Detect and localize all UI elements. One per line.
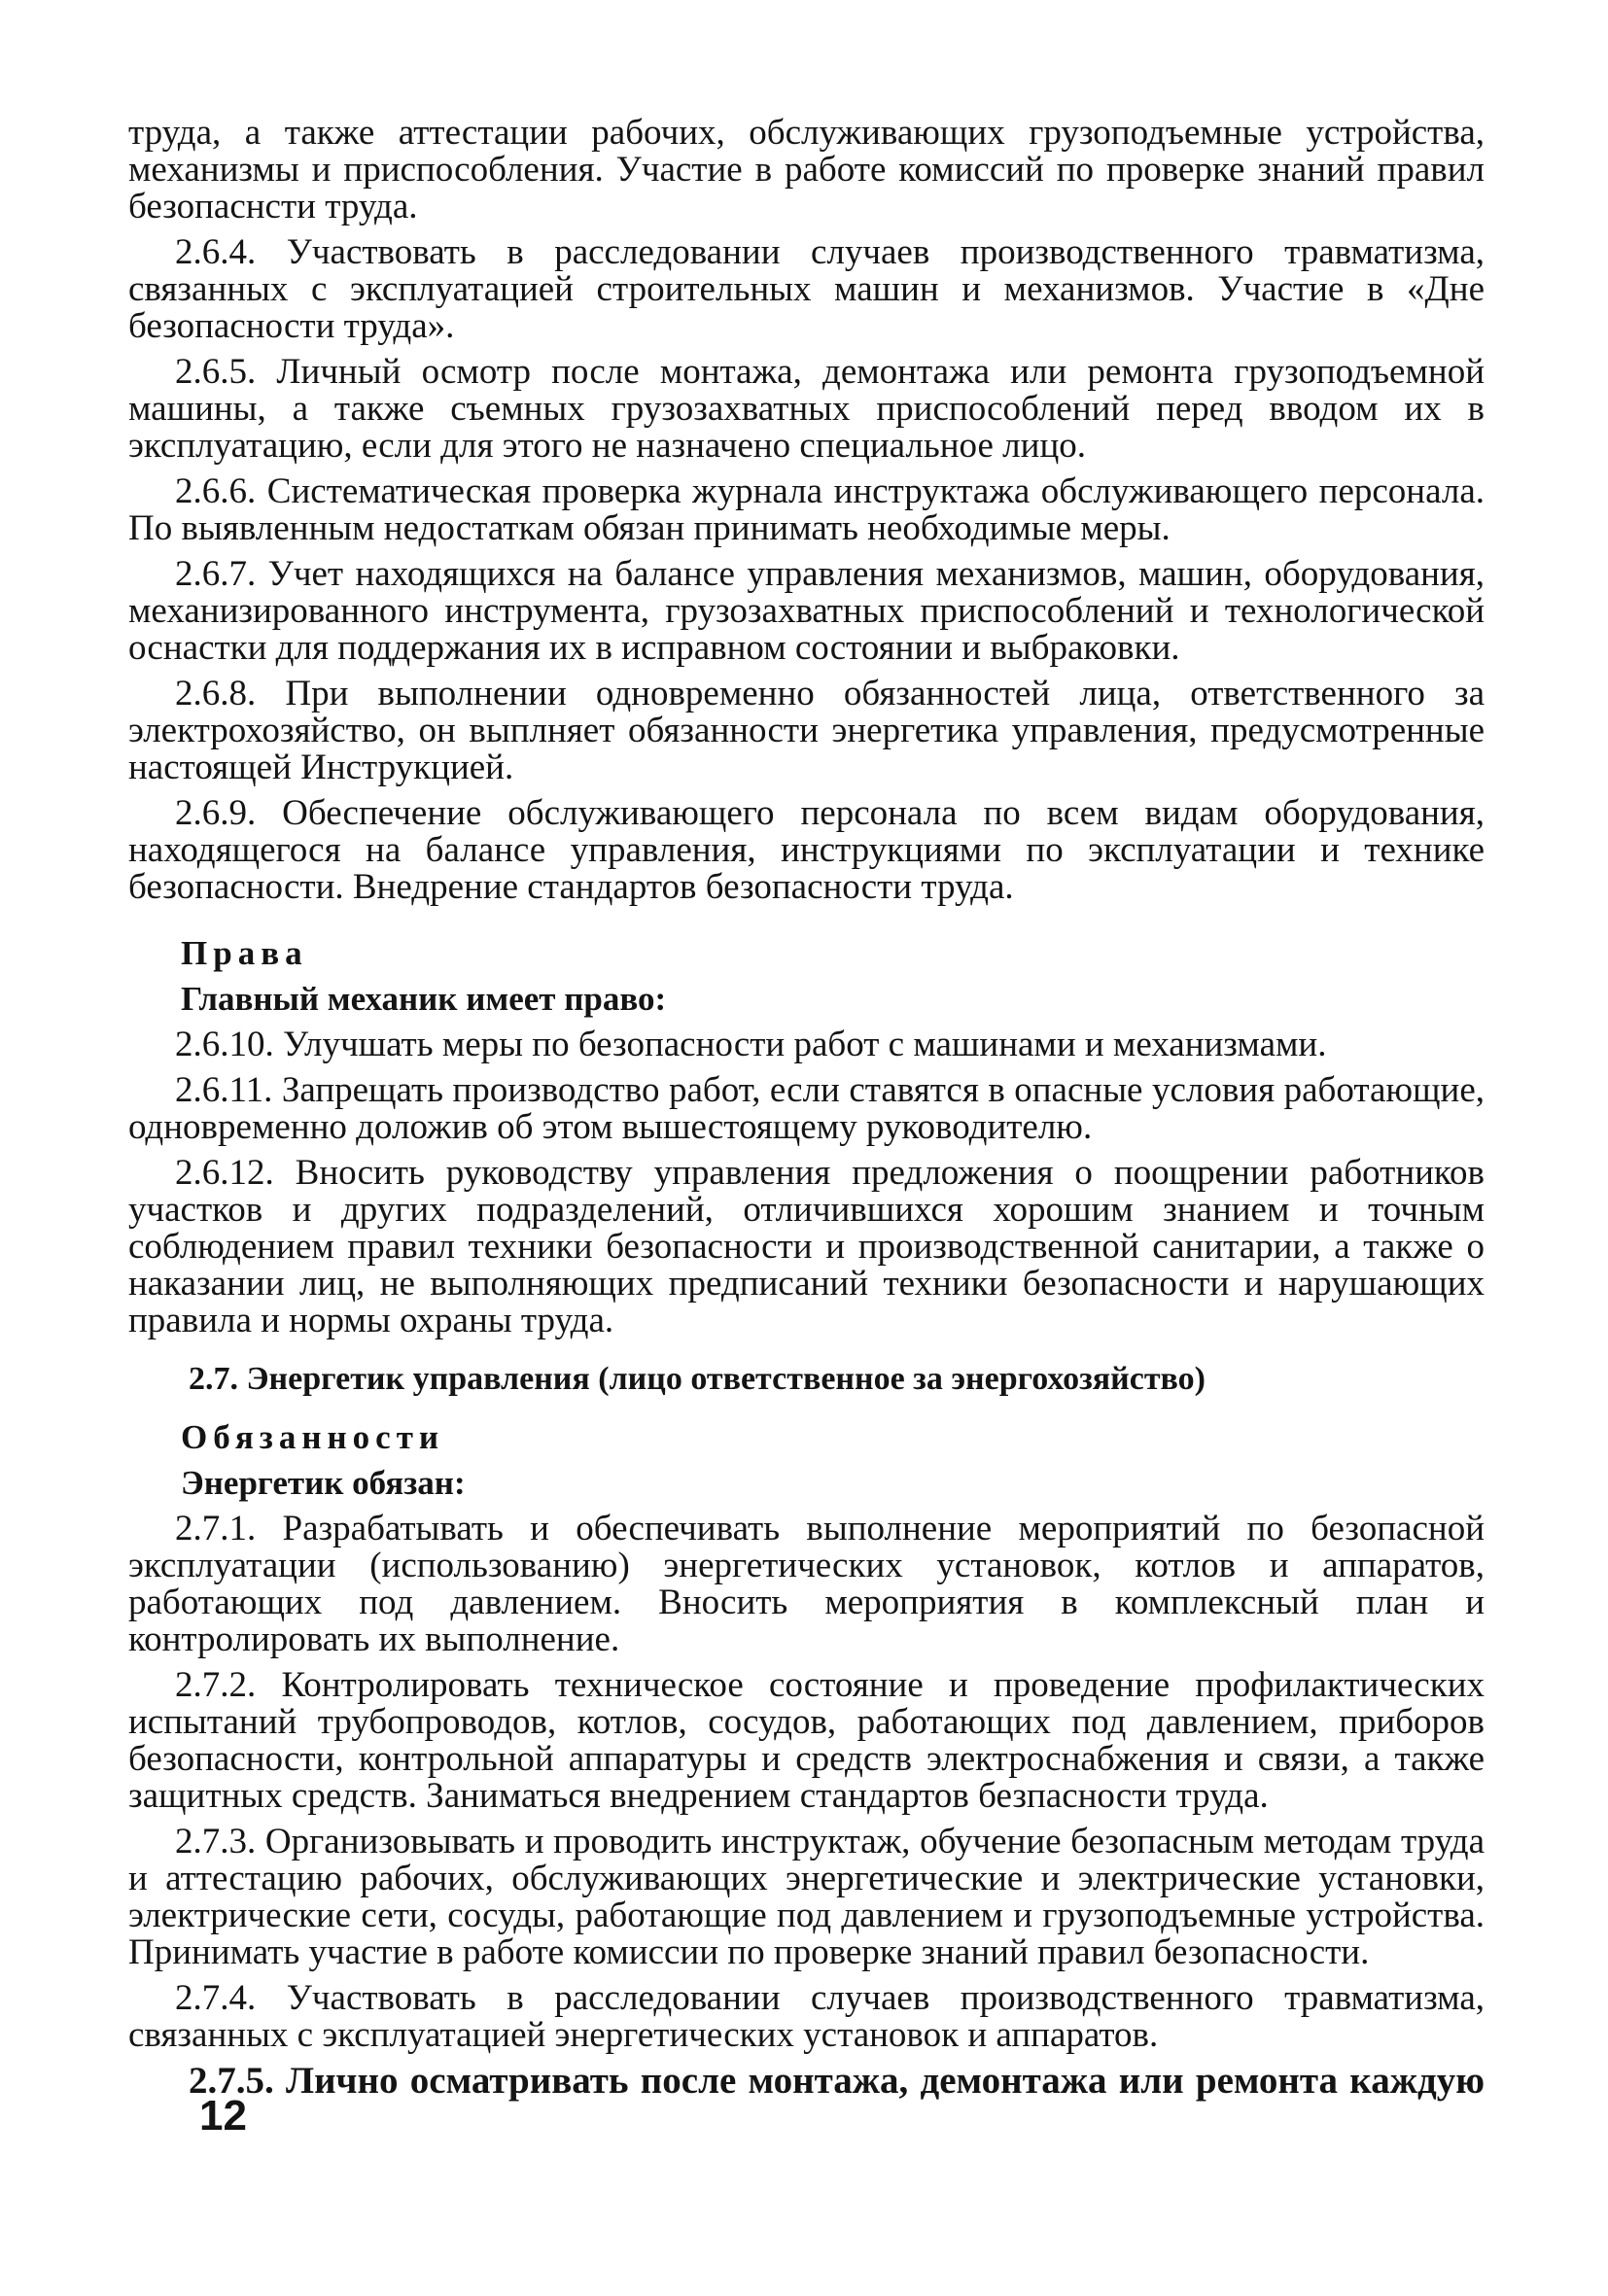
paragraph-2-6-5: 2.6.5. Личный осмотр после монтажа, демонтажа или ремонта грузоподъемной машины, а также съемных грузозахватных приспособлений перед вводом их в эксплуатацию, если для этого не назначено специальное лицо. (128, 352, 1485, 466)
paragraph-continuation: труда, а также аттестации рабочих, обслуживающих грузоподъемные устройства, механизмы и приспособления. Участие в работе комиссий по проверке знаний правил безопаснсти труда. (128, 113, 1485, 226)
document-page (128, 115, 1485, 2100)
paragraph-2-6-8: 2.6.8. При выполнении одновременно обязанностей лица, ответственного за электрохозяйство, он выплняет обязанности энергетика управления, предусмотренные настоящей Инструкцией. (128, 674, 1485, 787)
paragraph-2-7-4: 2.7.4. Участвовать в расследовании случаев производственного травматизма, связанных с эксплуатацией энергетических установок и аппаратов. (128, 1978, 1485, 2055)
page-number: 12 (199, 2092, 247, 2139)
heading-duties: Обязанности (181, 1418, 445, 1456)
paragraph-2-7-1: 2.7.1. Разрабатывать и обеспечивать выполнение мероприятий по безопасной эксплуатации (использованию) энергетических установок, котлов и аппаратов, работающих под давлением. Вносить мероприятия в комплексный план и контролировать их выполнение. (128, 1509, 1485, 1659)
section-title-2-7: 2.7. Энергетик управления (лицо ответственное за энергохозяйство) (189, 1361, 1206, 1397)
paragraph-2-6-12: 2.6.12. Вносить руководству управления предложения о поощрении работников участков и других подразделений, отличившихся хорошим знанием и точным соблюдением правил техники безопасности и производственной санитарии, а также о наказании лиц, не выполняющих предписаний техники безопасности и нарушающих правила и нормы охраны труда. (128, 1153, 1485, 1340)
paragraph-2-7-5: 2.7.5. Лично осматривать после монтажа, демонтажа или ремонта каждую (189, 2060, 1485, 2102)
heading-power-engineer-duties: Энергетик обязан: (181, 1464, 466, 1502)
heading-rights: Права (181, 934, 308, 972)
paragraph-2-6-11: 2.6.11. Запрещать производство работ, если ставятся в опасные условия работающие, одновременно доложив об этом вышестоящему руководителю. (128, 1070, 1485, 1147)
paragraph-2-6-9: 2.6.9. Обеспечение обслуживающего персонала по всем видам оборудования, находящегося на балансе управления, инструкциями по эксплуатации и технике безопасности. Внедрение стандартов безопасности труда. (128, 793, 1485, 907)
paragraph-2-7-2: 2.7.2. Контролировать техническое состояние и проведение профилактических испытаний трубопроводов, котлов, сосудов, работающих под давлением, приборов безопасности, контрольной аппаратуры и средств электроснабжения и связи, а также защитных средств. Заниматься внедрением стандартов безпасности труда. (128, 1665, 1485, 1816)
paragraph-2-6-7: 2.6.7. Учет находящихся на балансе управления механизмов, машин, оборудования, механизированного инструмента, грузозахватных приспособлений и технологической оснастки для поддержания их в исправном состоянии и выбраковки. (128, 554, 1485, 668)
paragraph-2-7-3: 2.7.3. Организовывать и проводить инструктаж, обучение безопасным методам труда и аттестацию рабочих, обслуживающих энергетические и электрические установки, электрические сети, сосуды, работающие под давлением и грузоподъемные устройства. Принимать участие в работе комиссии по проверке знаний правил безопасности. (128, 1822, 1485, 1972)
paragraph-2-6-4: 2.6.4. Участвовать в расследовании случаев производственного травматизма, связанных с эксплуатацией строительных машин и механизмов. Участие в «Дне безопасности труда». (128, 232, 1485, 346)
paragraph-2-6-10: 2.6.10. Улучшать меры по безопасности работ с машинами и механизмами. (175, 1025, 1327, 1064)
heading-chief-mechanic-rights: Главный механик имеет право: (181, 980, 667, 1018)
paragraph-2-6-6: 2.6.6. Систематическая проверка журнала инструктажа обслуживающего персонала. По выявленным недостаткам обязан принимать необходимые меры. (128, 471, 1485, 548)
